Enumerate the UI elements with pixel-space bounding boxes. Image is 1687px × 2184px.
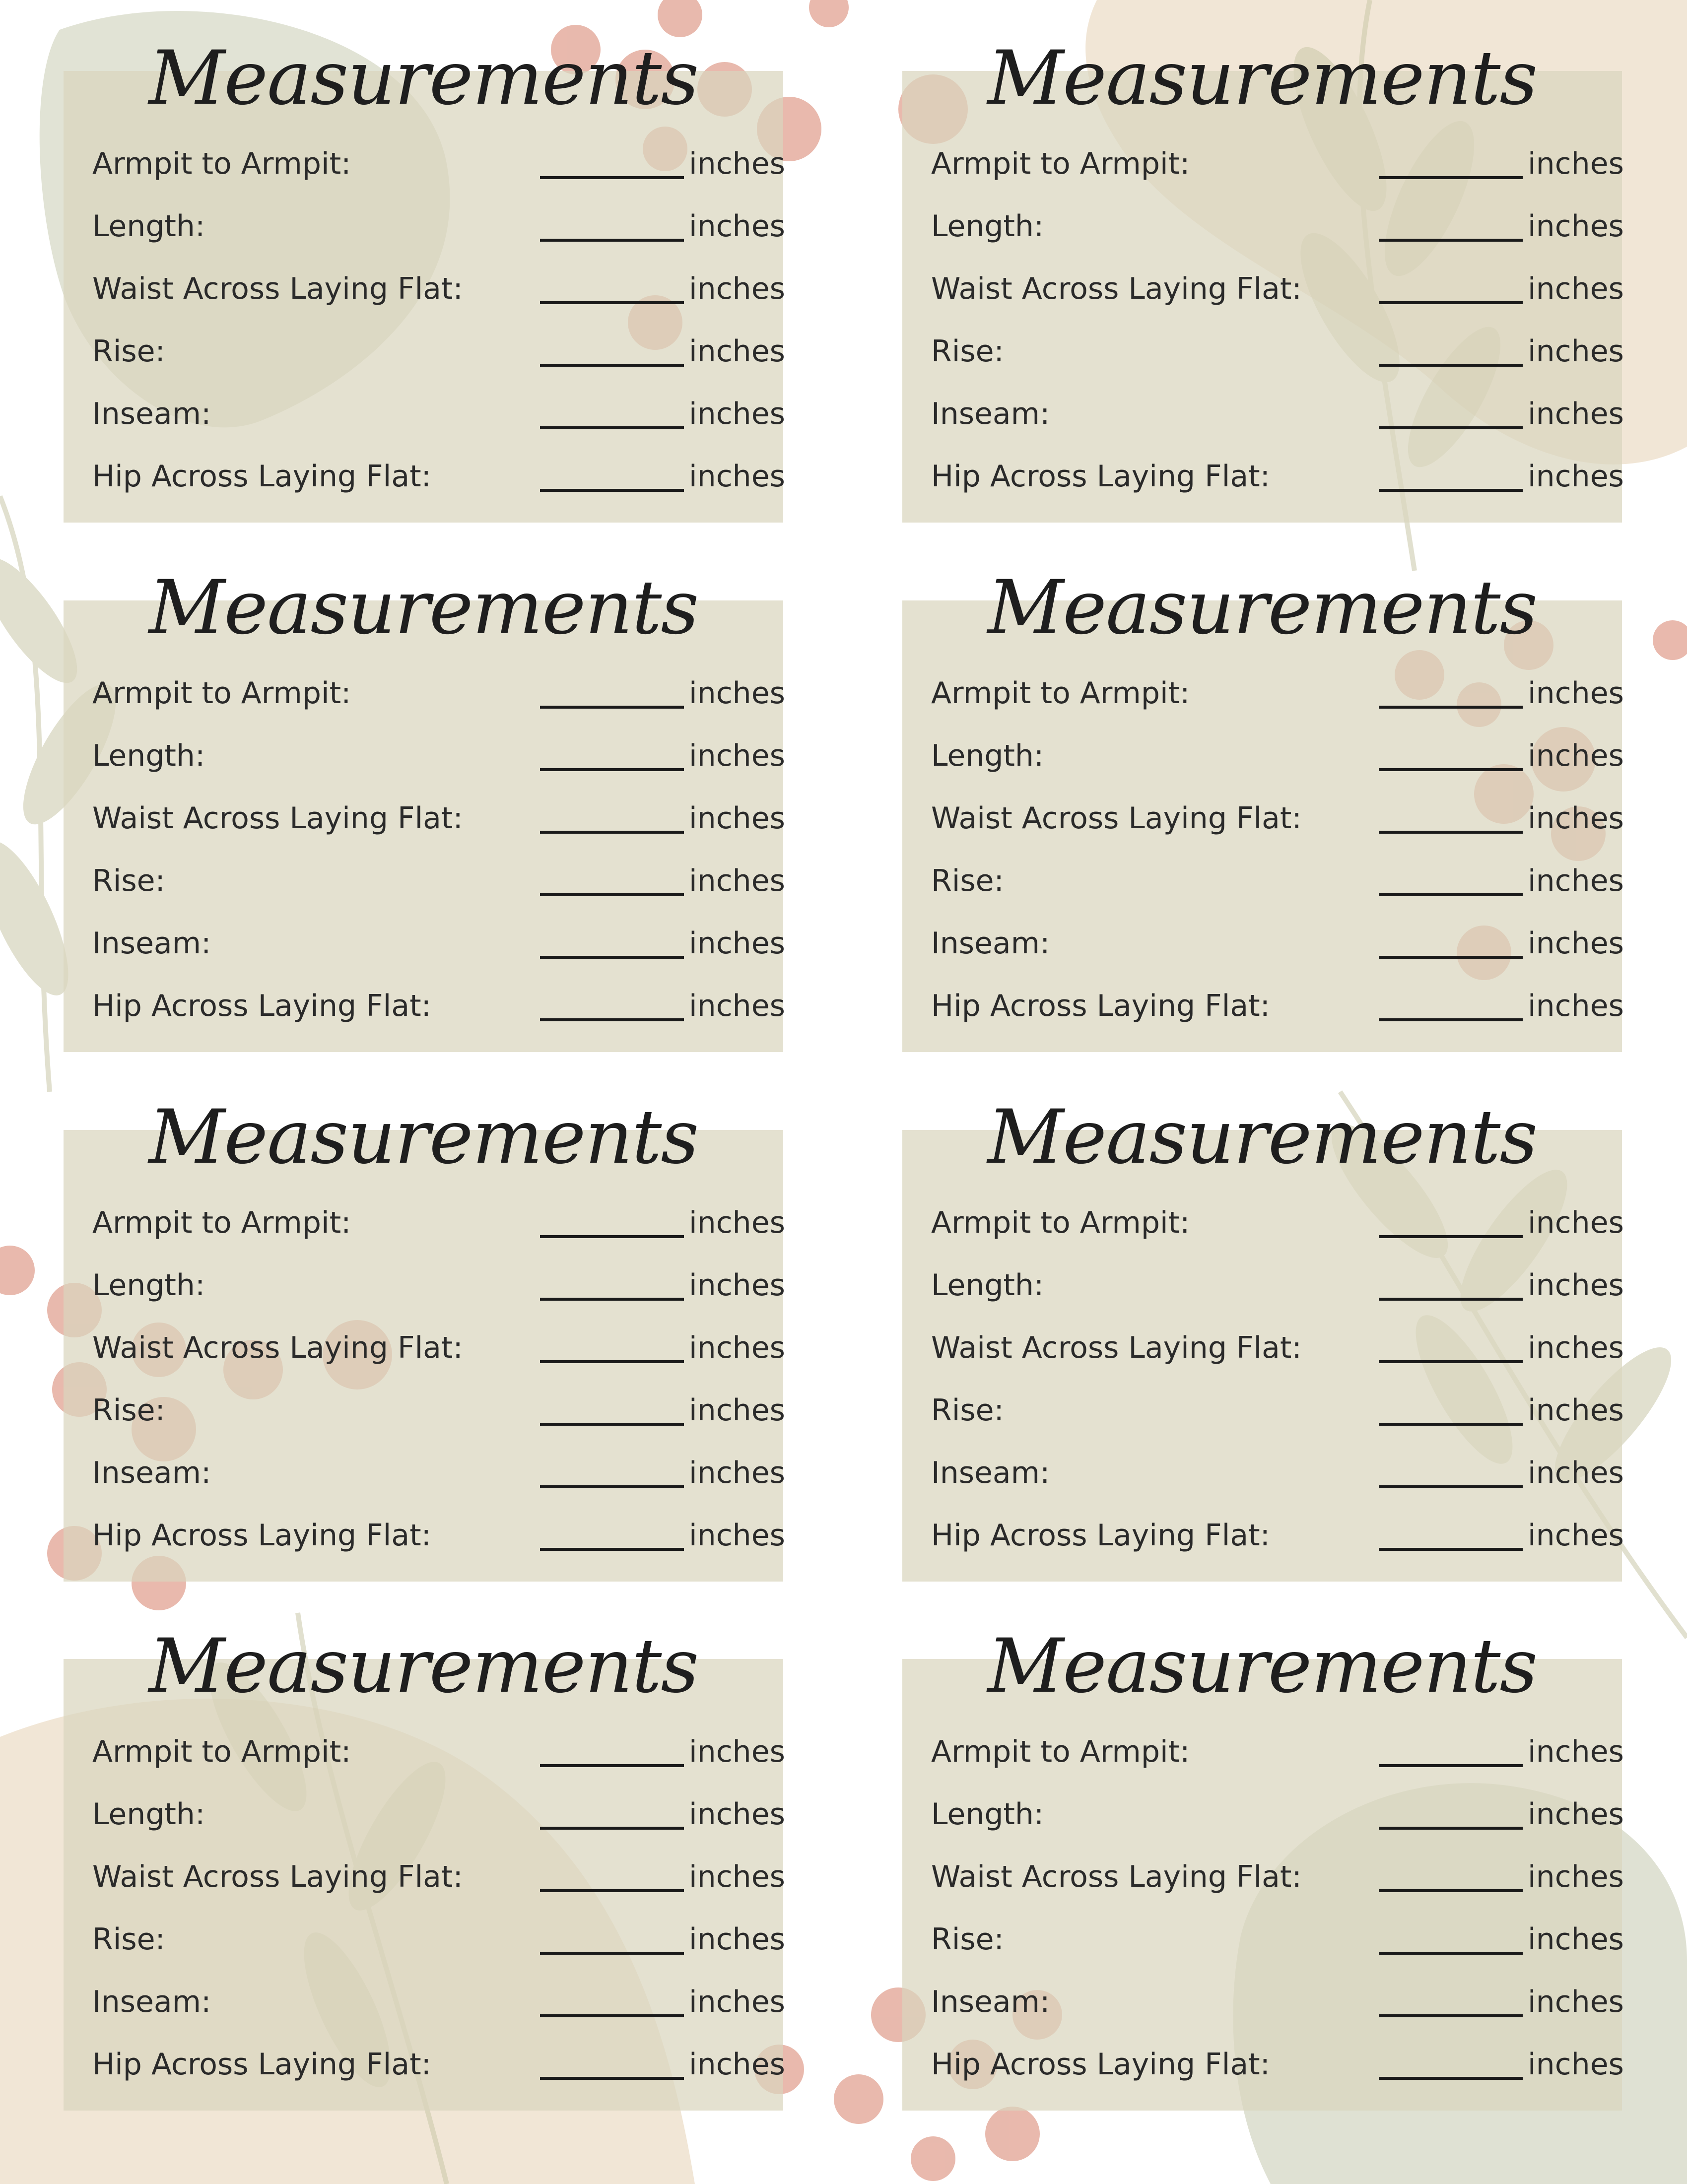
row-label: Waist Across Laying Flat:	[92, 1330, 463, 1365]
blank-field[interactable]	[1379, 364, 1523, 367]
measurement-row	[931, 1257, 1624, 1307]
row-label: Hip Across Laying Flat:	[931, 1518, 1270, 1553]
blank-field[interactable]	[540, 706, 684, 709]
row-unit: inches	[689, 863, 785, 898]
row-label: Length:	[92, 1268, 205, 1303]
row-label: Hip Across Laying Flat:	[92, 459, 431, 494]
measurement-row	[92, 1194, 785, 1244]
row-unit: inches	[1528, 271, 1624, 306]
blank-field[interactable]	[1379, 176, 1523, 179]
row-label: Armpit to Armpit:	[92, 1205, 351, 1240]
row-unit: inches	[1528, 1205, 1624, 1240]
blank-field[interactable]	[1379, 768, 1523, 771]
row-unit: inches	[1528, 1922, 1624, 1957]
measurement-row	[92, 1320, 785, 1369]
measurement-row	[931, 1507, 1624, 1557]
row-unit: inches	[689, 1859, 785, 1894]
row-label: Inseam:	[92, 1456, 211, 1490]
blank-field[interactable]	[540, 956, 684, 959]
blank-field[interactable]	[540, 1764, 684, 1767]
measurement-row	[92, 1507, 785, 1557]
row-label: Length:	[931, 1797, 1044, 1832]
row-unit: inches	[689, 2047, 785, 2082]
row-unit: inches	[1528, 926, 1624, 961]
row-unit: inches	[1528, 1859, 1624, 1894]
row-label: Waist Across Laying Flat:	[92, 1859, 463, 1894]
dot	[1653, 620, 1687, 660]
measurement-row	[92, 915, 785, 965]
blank-field[interactable]	[1379, 893, 1523, 896]
measurement-row	[931, 2036, 1624, 2086]
row-label: Rise:	[92, 334, 165, 369]
row-label: Hip Across Laying Flat:	[92, 1518, 431, 1553]
measurement-row	[92, 1445, 785, 1494]
measurement-card	[64, 1623, 785, 2111]
row-unit: inches	[689, 146, 785, 181]
measurement-card	[902, 565, 1624, 1052]
blank-field[interactable]	[1379, 239, 1523, 242]
card-title: Measurements	[148, 565, 698, 651]
measurement-row	[931, 448, 1624, 498]
row-unit: inches	[1528, 1797, 1624, 1832]
row-label: Waist Across Laying Flat:	[931, 271, 1302, 306]
measurement-row	[92, 1911, 785, 1961]
row-unit: inches	[689, 1922, 785, 1957]
row-label: Hip Across Laying Flat:	[92, 989, 431, 1023]
card-title: Measurements	[148, 1094, 698, 1181]
measurement-row	[931, 728, 1624, 777]
row-label: Inseam:	[931, 926, 1050, 961]
row-unit: inches	[689, 676, 785, 711]
row-unit: inches	[1528, 209, 1624, 244]
row-unit: inches	[1528, 1518, 1624, 1553]
blank-field[interactable]	[1379, 706, 1523, 709]
measurement-row	[92, 386, 785, 435]
card-title: Measurements	[987, 1094, 1537, 1181]
measurement-row	[931, 198, 1624, 248]
row-label: Inseam:	[92, 926, 211, 961]
row-label: Length:	[931, 209, 1044, 244]
blank-field[interactable]	[540, 1827, 684, 1830]
blank-field[interactable]	[540, 1952, 684, 1955]
measurement-row	[931, 1786, 1624, 1836]
measurement-card	[902, 1623, 1624, 2111]
row-unit: inches	[1528, 397, 1624, 431]
blank-field[interactable]	[540, 1018, 684, 1021]
row-label: Rise:	[92, 1393, 165, 1428]
row-label: Rise:	[92, 863, 165, 898]
blank-field[interactable]	[540, 364, 684, 367]
card-title: Measurements	[148, 1623, 698, 1710]
blank-field[interactable]	[540, 893, 684, 896]
row-unit: inches	[1528, 863, 1624, 898]
row-unit: inches	[1528, 146, 1624, 181]
dot	[0, 1246, 35, 1295]
dot	[985, 2107, 1040, 2161]
row-unit: inches	[1528, 1985, 1624, 2019]
row-label: Rise:	[92, 1922, 165, 1957]
row-unit: inches	[1528, 459, 1624, 494]
measurement-row	[92, 198, 785, 248]
row-label: Inseam:	[931, 1985, 1050, 2019]
row-label: Inseam:	[931, 1456, 1050, 1490]
blank-field[interactable]	[1379, 1485, 1523, 1488]
blank-field[interactable]	[1379, 1235, 1523, 1238]
row-label: Rise:	[931, 334, 1004, 369]
card-title: Measurements	[148, 35, 698, 122]
measurement-card	[64, 565, 785, 1052]
card-title: Measurements	[987, 35, 1537, 122]
row-label: Armpit to Armpit:	[92, 146, 351, 181]
measurement-row	[931, 1194, 1624, 1244]
measurement-card	[64, 35, 785, 523]
measurement-row	[931, 1911, 1624, 1961]
measurement-row	[92, 1974, 785, 2023]
row-unit: inches	[1528, 1330, 1624, 1365]
row-label: Waist Across Laying Flat:	[92, 271, 463, 306]
row-label: Hip Across Laying Flat:	[931, 989, 1270, 1023]
row-unit: inches	[1528, 1734, 1624, 1769]
row-unit: inches	[689, 738, 785, 773]
row-label: Armpit to Armpit:	[931, 676, 1190, 711]
row-label: Hip Across Laying Flat:	[931, 2047, 1270, 2082]
row-unit: inches	[689, 1268, 785, 1303]
row-unit: inches	[689, 1330, 785, 1365]
measurement-row	[931, 135, 1624, 185]
row-unit: inches	[1528, 1393, 1624, 1428]
blank-field[interactable]	[1379, 1360, 1523, 1363]
blank-field[interactable]	[540, 2077, 684, 2080]
measurement-row	[931, 323, 1624, 373]
blank-field[interactable]	[1379, 2077, 1523, 2080]
row-label: Rise:	[931, 863, 1004, 898]
row-unit: inches	[1528, 1268, 1624, 1303]
row-unit: inches	[689, 1205, 785, 1240]
measurement-row	[92, 978, 785, 1027]
measurement-row	[92, 1382, 785, 1432]
row-unit: inches	[1528, 989, 1624, 1023]
blank-field[interactable]	[1379, 489, 1523, 492]
row-unit: inches	[689, 1456, 785, 1490]
row-label: Inseam:	[92, 397, 211, 431]
row-label: Waist Across Laying Flat:	[931, 1859, 1302, 1894]
measurement-card	[64, 1094, 785, 1582]
row-label: Waist Across Laying Flat:	[92, 801, 463, 836]
row-label: Inseam:	[931, 397, 1050, 431]
blank-field[interactable]	[1379, 1764, 1523, 1767]
dot	[834, 2074, 883, 2124]
measurement-row	[92, 1849, 785, 1898]
row-unit: inches	[689, 459, 785, 494]
blank-field[interactable]	[540, 1423, 684, 1426]
row-unit: inches	[689, 1797, 785, 1832]
blank-field[interactable]	[1379, 956, 1523, 959]
measurement-row	[92, 1257, 785, 1307]
blank-field[interactable]	[540, 1889, 684, 1892]
dot	[658, 0, 702, 37]
row-unit: inches	[689, 989, 785, 1023]
measurement-row	[92, 2036, 785, 2086]
blank-field[interactable]	[1379, 831, 1523, 834]
measurement-row	[931, 665, 1624, 715]
row-unit: inches	[689, 209, 785, 244]
row-label: Armpit to Armpit:	[931, 1734, 1190, 1769]
measurement-row	[92, 665, 785, 715]
row-unit: inches	[689, 271, 785, 306]
blank-field[interactable]	[540, 1360, 684, 1363]
measurement-row	[931, 1445, 1624, 1494]
blank-field[interactable]	[540, 2014, 684, 2017]
row-unit: inches	[1528, 738, 1624, 773]
measurement-row	[931, 790, 1624, 840]
measurement-row	[931, 386, 1624, 435]
row-label: Armpit to Armpit:	[92, 1734, 351, 1769]
blank-field[interactable]	[540, 176, 684, 179]
measurement-row	[931, 1974, 1624, 2023]
blank-field[interactable]	[540, 1298, 684, 1301]
row-label: Hip Across Laying Flat:	[931, 459, 1270, 494]
blank-field[interactable]	[540, 831, 684, 834]
row-label: Length:	[92, 738, 205, 773]
card-title: Measurements	[987, 565, 1537, 651]
row-unit: inches	[689, 1734, 785, 1769]
measurement-row	[931, 1849, 1624, 1898]
row-unit: inches	[689, 397, 785, 431]
blank-field[interactable]	[540, 489, 684, 492]
measurement-row	[931, 853, 1624, 902]
measurement-row	[931, 1382, 1624, 1432]
dot	[911, 2136, 955, 2181]
blank-field[interactable]	[1379, 426, 1523, 429]
row-label: Inseam:	[92, 1985, 211, 2019]
row-label: Armpit to Armpit:	[92, 676, 351, 711]
measurement-card	[902, 35, 1624, 523]
measurement-card	[902, 1094, 1624, 1582]
measurement-row	[931, 1320, 1624, 1369]
blank-field[interactable]	[1379, 1423, 1523, 1426]
row-label: Armpit to Armpit:	[931, 1205, 1190, 1240]
row-unit: inches	[689, 801, 785, 836]
blank-field[interactable]	[1379, 2014, 1523, 2017]
measurement-row	[92, 853, 785, 902]
row-unit: inches	[1528, 1456, 1624, 1490]
blank-field[interactable]	[540, 1548, 684, 1551]
measurement-row	[92, 323, 785, 373]
measurement-row	[92, 135, 785, 185]
measurement-row	[931, 261, 1624, 310]
blank-field[interactable]	[540, 239, 684, 242]
row-label: Hip Across Laying Flat:	[92, 2047, 431, 2082]
blank-field[interactable]	[1379, 1827, 1523, 1830]
measurement-row	[92, 790, 785, 840]
blank-field[interactable]	[540, 301, 684, 304]
blank-field[interactable]	[1379, 1952, 1523, 1955]
row-unit: inches	[689, 1518, 785, 1553]
row-unit: inches	[689, 1985, 785, 2019]
blank-field[interactable]	[540, 768, 684, 771]
measurement-row	[931, 978, 1624, 1027]
row-label: Waist Across Laying Flat:	[931, 1330, 1302, 1365]
row-label: Rise:	[931, 1393, 1004, 1428]
blank-field[interactable]	[1379, 1889, 1523, 1892]
row-unit: inches	[689, 926, 785, 961]
measurement-row	[931, 1723, 1624, 1773]
dot	[809, 0, 849, 27]
row-unit: inches	[689, 334, 785, 369]
row-label: Length:	[92, 209, 205, 244]
row-label: Armpit to Armpit:	[931, 146, 1190, 181]
measurement-row	[92, 448, 785, 498]
measurement-row	[92, 728, 785, 777]
row-label: Rise:	[931, 1922, 1004, 1957]
blank-field[interactable]	[540, 1235, 684, 1238]
measurement-row	[92, 1786, 785, 1836]
row-unit: inches	[1528, 334, 1624, 369]
row-unit: inches	[1528, 2047, 1624, 2082]
blank-field[interactable]	[1379, 1298, 1523, 1301]
row-label: Length:	[92, 1797, 205, 1832]
row-unit: inches	[689, 1393, 785, 1428]
measurement-row	[931, 915, 1624, 965]
blank-field[interactable]	[1379, 1548, 1523, 1551]
row-label: Length:	[931, 738, 1044, 773]
measurement-row	[92, 1723, 785, 1773]
card-title: Measurements	[987, 1623, 1537, 1710]
row-label: Length:	[931, 1268, 1044, 1303]
blank-field[interactable]	[540, 426, 684, 429]
row-label: Waist Across Laying Flat:	[931, 801, 1302, 836]
measurement-row	[92, 261, 785, 310]
row-unit: inches	[1528, 801, 1624, 836]
blank-field[interactable]	[540, 1485, 684, 1488]
blank-field[interactable]	[1379, 1018, 1523, 1021]
blank-field[interactable]	[1379, 301, 1523, 304]
row-unit: inches	[1528, 676, 1624, 711]
